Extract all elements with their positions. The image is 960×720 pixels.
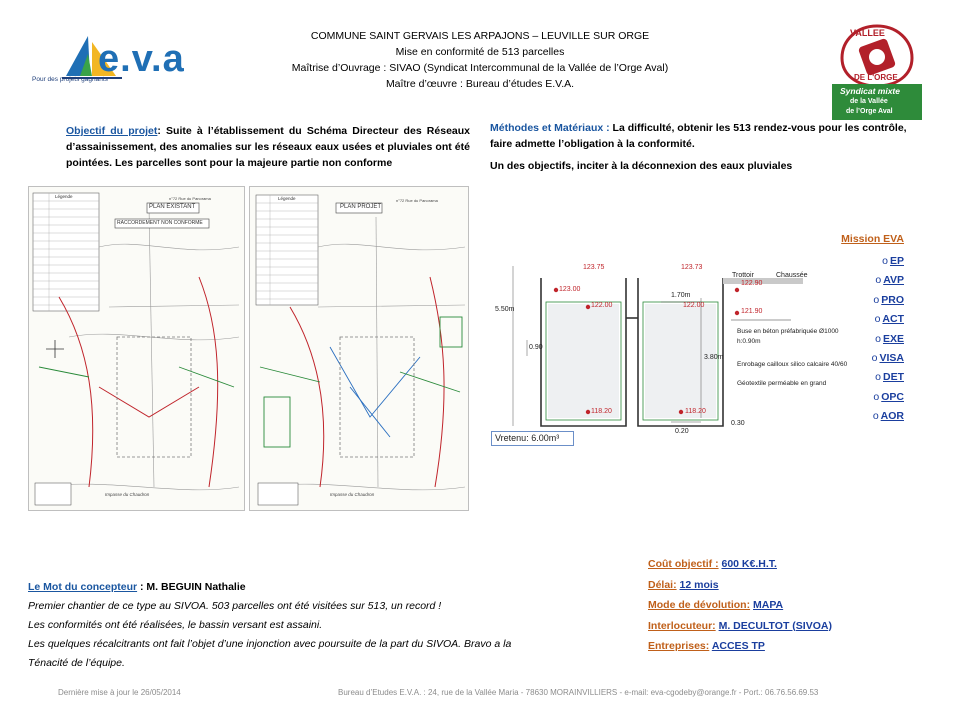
plan-projet-legend-label: Légende (278, 196, 296, 201)
bassin-cross-section (491, 258, 848, 458)
eva-logo-tagline: Pour des projets gagnants (32, 76, 108, 83)
trottoir-label: Trottoir (732, 272, 754, 279)
level-label: 118.20 (591, 408, 612, 415)
chaussee-label: Chaussée (776, 272, 808, 279)
mission-item-avp[interactable]: o AVP (875, 274, 904, 287)
plan-existant-title: PLAN EXISTANT (149, 204, 196, 210)
level-label: 121.90 (741, 308, 763, 315)
mission-item-det[interactable]: o DET (875, 371, 904, 384)
syndicat-logo-line2: de la Vallée (850, 98, 888, 105)
mission-item-act[interactable]: o ACT (874, 313, 904, 326)
enrobage-label: Enrobage cailloux silico calcaire 40/60 (737, 361, 848, 368)
level-label: 118.20 (685, 408, 706, 415)
concepteur-line: Premier chantier de ce type au SIVOA. 503 parcelles ont été visitées sur 513, un record ! (28, 600, 442, 612)
objectif-text: : Suite à l’établissement du Schéma Directeur des Réseaux d’assainissement, des anomalies sur les réseaux eaux usées et pluviales ont été pointées. Les parcelles sont pour la majeure partie non conforme (66, 125, 471, 169)
plan-existant-address: n°72 Rue du Panorama (169, 196, 211, 201)
cout-row: Coût objectif : 600 K€.H.T. (648, 558, 777, 570)
methodes-text2: Un des objectifs, inciter à la déconnexion des eaux pluviales (490, 160, 793, 172)
plan-projet-title: PLAN PROJET (340, 204, 382, 210)
footer-contact: Bureau d’Etudes E.V.A. : 24, rue de la Vallée Maria - 78630 MORAINVILLIERS - e-mail: eva-cgodeby@orange.fr - Port.: 06.76.56.69.53 (338, 688, 819, 697)
concepteur-heading: Le Mot du concepteur : M. BEGUIN Nathalie (28, 581, 246, 593)
dim-label: 0.90 (529, 344, 543, 351)
plan-existant-subtitle: RACCORDEMENT NON CONFORME (117, 220, 203, 226)
header-line-mise: Mise en conformité de 513 parcelles (395, 46, 565, 58)
interlocuteur-row: Interlocuteur: M. DECULTOT (SIVOA) (648, 619, 832, 632)
mission-item-opc[interactable]: o OPC (873, 390, 904, 403)
plan-projet (249, 186, 469, 511)
mission-title: Mission EVA (841, 233, 904, 245)
project-details (648, 554, 938, 657)
mission-item-aor[interactable]: o AOR (872, 410, 904, 423)
header-line-maitre-oeuvre: Maître d’œuvre : Bureau d’études E.V.A. (385, 78, 575, 90)
level-label: 122.90 (741, 280, 763, 287)
mode-value[interactable]: MAPA (753, 599, 784, 611)
mission-item-visa[interactable]: o VISA (871, 351, 904, 364)
concepteur-section (28, 578, 608, 673)
mission-item-exe[interactable]: o EXE (875, 332, 904, 345)
footer-date: Dernière mise à jour le 26/05/2014 (58, 688, 181, 697)
header-line-commune: COMMUNE SAINT GERVAIS LES ARPAJONS – LEUVILLE SUR ORGE (310, 30, 650, 42)
header (230, 28, 730, 92)
syndicat-logo-line3: de l’Orge Aval (846, 108, 893, 115)
syndicat-logo-line1: Syndicat mixte (840, 86, 900, 96)
dim-label: 0.20 (675, 428, 689, 435)
mission-item-ep[interactable]: o EP (882, 255, 904, 267)
mission-eva (820, 233, 904, 427)
methodes-section (490, 120, 910, 180)
plan-existant-legend-label: Légende (55, 194, 73, 199)
dim-label: 5.50m (495, 306, 515, 313)
volume-box: Vretenu: 6.00m³ (491, 431, 574, 446)
mission-item-pro[interactable]: o PRO (873, 293, 904, 306)
entreprises-value[interactable]: ACCES TP (711, 640, 765, 652)
plan-projet-street: Impasse du Chaudron (330, 492, 375, 497)
delai-row: Délai: 12 mois (648, 578, 719, 591)
eva-logo (28, 28, 198, 92)
objectif-section (66, 123, 470, 171)
level-label: 123.00 (559, 286, 581, 293)
objectif-label: Objectif du projet (66, 125, 158, 137)
mode-row: Mode de dévolution: MAPA (648, 599, 784, 611)
concepteur-line: Les conformités ont été réalisées, le bassin versant est assaini. (28, 619, 323, 631)
syndicat-logo (832, 20, 922, 120)
syndicat-logo-bottom: DE L'ORGE (854, 73, 898, 82)
methodes-text: La difficulté, obtenir les 513 rendez-vous pour les contrôle, faire admette l’obligation à la conformité. (490, 122, 907, 150)
interlocuteur-value[interactable]: M. DECULTOT (SIVOA) (718, 619, 832, 632)
eva-logo-word: e.v.a (98, 38, 185, 80)
syndicat-logo-top: VALLEE (850, 28, 885, 38)
level-label: 123.75 (583, 264, 605, 271)
cout-value[interactable]: 600 K€.H.T. (721, 558, 777, 570)
geotextile-label: Géotextile perméable en grand (737, 380, 827, 387)
plan-existant-street: Impasse du Chaudron (105, 492, 150, 497)
plan-existant (28, 186, 245, 511)
delai-value[interactable]: 12 mois (679, 578, 719, 591)
buse-height-label: h:0.90m (737, 338, 761, 345)
level-label: 122.00 (591, 302, 613, 309)
level-label: 122.00 (683, 302, 705, 309)
buse-label: Buse en béton préfabriquée Ø1000 (737, 328, 839, 335)
methodes-label: Méthodes et Matériaux : (490, 122, 610, 134)
concepteur-line: Les quelques récalcitrants ont fait l’objet d’une injonction avec poursuite de la part du SIVOA. Bravo a la (28, 638, 512, 650)
entreprises-row: Entreprises: ACCES TP (648, 640, 765, 652)
level-label: 123.73 (681, 264, 703, 271)
concepteur-line: Ténacité de l’équipe. (28, 657, 125, 669)
dim-label: 1.70m (671, 292, 691, 299)
dim-label: 3.80m (704, 354, 724, 361)
plan-projet-address: n°72 Rue du Panorama (396, 198, 438, 203)
header-line-maitrise-ouvrage: Maîtrise d’Ouvrage : SIVAO (Syndicat Intercommunal de la Vallée de l’Orge Aval) (291, 62, 669, 74)
dim-label: 0.30 (731, 420, 745, 427)
